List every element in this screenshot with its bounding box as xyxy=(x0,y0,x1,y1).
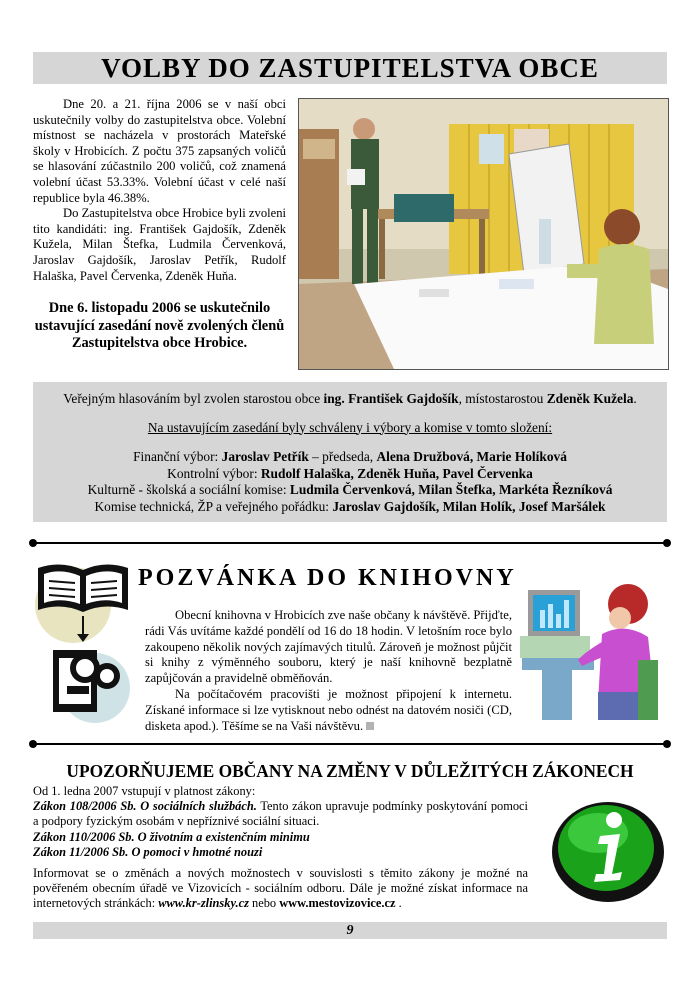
committee-culture-members: Ludmila Červenková, Milan Štefka, Markéta Řezníková xyxy=(289,482,613,498)
laws-intro: Od 1. ledna 2007 vstupují v platnost zákony: xyxy=(33,784,256,798)
committee-finance-label: Finanční výbor: xyxy=(133,449,222,465)
law-1-desc: Tento zákon upravuje podmínky poskytování pomoci a podpory fyzickým osobám v nepříznivé sociální situaci. xyxy=(33,799,528,829)
council-summary-box xyxy=(33,382,667,522)
laws-info-text: Informovat se o změnách a nových možnostech v souvislosti s těmito zákony je možné na pověřeném obecním úřadě ve Vizovicích - sociálním odboru. Dále je možné získat informace na internetových stránkách: xyxy=(33,866,528,911)
committee-control-members: Rudolf Halaška, Zdeněk Huňa, Pavel Červenka xyxy=(260,465,533,481)
library-title: POZVÁNKA DO KNIHOVNY xyxy=(138,565,517,591)
law-1-title: Zákon 108/2006 Sb. O sociálních službách. xyxy=(33,799,257,814)
laws-info xyxy=(33,866,528,912)
library-paragraph-1: Obecní knihovna v Hrobicích zve naše občany k návštěvě. Přijďte, rádi Vás uvítáme každé pondělí od 16 do 18 hodin. V letošním roce bylo zakoupeno několik nových zajímavých titulů. Zároveň je možnost půjčit si knihy z výměnného souboru, který je naší knihovně bezplatně zapůjčován a pravidelně obměňován. xyxy=(145,608,512,686)
law-2-title: Zákon 110/2006 Sb. O životním a existenčním minimu xyxy=(33,829,310,844)
law-3-title: Zákon 11/2006 Sb. O pomoci v hmotné nouzi xyxy=(33,844,263,859)
library-paragraph-2-text: Na počítačovém pracovišti je možnost připojení k internetu. Získané informace si lze vytisknout nebo odnést na datovém nosiči (CD, disketa apod.). Těšíme se na Vaši návštěvu. xyxy=(145,686,512,733)
info-icon xyxy=(548,788,668,906)
mayor-name: ing. František Gajdošík xyxy=(323,391,459,406)
website-link-2[interactable]: www.mestovizovice.cz xyxy=(279,896,396,911)
deputy-name: Zdeněk Kužela xyxy=(546,391,634,406)
elections-paragraph-2: Do Zastupitelstva obce Hrobice byli zvoleni tito kandidáti: ing. František Gajdošík, Zdeněk Kužela, Milan Štefka, Ludmila Červenková, Jaroslav Gajdošík, Jaroslav Petřík, Rudolf Halaška, Pavel Červenka, Zdeněk Huňa. xyxy=(33,206,286,283)
committee-culture-label: Kulturně - školská a sociální komise: xyxy=(87,482,290,498)
end-square-icon xyxy=(366,722,374,730)
divider-line-1 xyxy=(33,542,667,544)
elections-intro xyxy=(33,97,286,284)
committee-technical xyxy=(33,499,667,516)
divider-dot-right xyxy=(663,539,671,547)
committee-finance-members: Alena Družbová, Marie Holíková xyxy=(376,449,567,465)
law-2 xyxy=(33,830,528,845)
website-link-1[interactable]: www.kr-zlinsky.cz xyxy=(158,896,249,911)
election-photo-svg xyxy=(299,99,668,369)
committee-finance xyxy=(33,449,667,466)
inaugural-meeting-note: Dne 6. listopadu 2006 se uskutečnilo ustavující zasedání nově zvolených členů Zastupitelstva obce Hrobice. xyxy=(34,300,285,351)
library-icons xyxy=(33,560,133,725)
committees-heading: Na ustavujícím zasedání byly schváleny i výbory a komise v tomto složení: xyxy=(147,419,553,435)
committee-finance-sep: – předseda, xyxy=(308,449,377,465)
woman-at-computer-illustration xyxy=(520,582,660,720)
computer-user-svg xyxy=(520,582,660,720)
committee-finance-chair: Jaroslav Petřík xyxy=(221,449,309,465)
page-number: 9 xyxy=(346,923,354,938)
committee-control xyxy=(33,466,667,483)
divider-dot-right-2 xyxy=(663,740,671,748)
laws-title: UPOZORŇUJEME OBČANY NA ZMĚNY V DŮLEŽITÝCH ZÁKONECH xyxy=(66,761,634,781)
page-number-bar xyxy=(33,922,667,939)
elections-title-text: VOLBY DO ZASTUPITELSTVA OBCE xyxy=(101,53,599,83)
law-1-block xyxy=(33,799,528,829)
laws-info-end: . xyxy=(395,896,402,911)
website-separator: nebo xyxy=(248,896,280,911)
law-3 xyxy=(33,845,528,860)
committee-technical-members: Jaroslav Gajdošík, Milan Holík, Josef Maršálek xyxy=(332,498,606,514)
page-title-elections xyxy=(33,52,667,84)
divider-line-2 xyxy=(33,743,667,745)
committee-control-label: Kontrolní výbor: xyxy=(167,465,261,481)
elections-paragraph-1: Dne 20. a 21. října 2006 se v naší obci uskutečnily volby do zastupitelstva obce. Volební místnost se nacházela v prostorách Mateřské školy v Hrobicích. Z počtu 375 zapsaných voličů se hlasování zúčastnilo 200 voličů, což znamená volební účast 53.33%. Volební účast v celé naší republice byla 46.38%. xyxy=(33,97,286,205)
book-icon xyxy=(38,564,128,612)
library-paragraph-2 xyxy=(145,687,512,734)
laws-text xyxy=(33,784,528,912)
mayor-period: . xyxy=(633,391,637,406)
election-room-photo xyxy=(298,98,669,370)
info-icon-svg xyxy=(548,788,668,906)
library-text xyxy=(145,608,512,734)
deputy-prefix: , místostarostou xyxy=(458,391,547,406)
committee-culture xyxy=(33,482,667,499)
book-and-projector-icon xyxy=(33,560,133,725)
mayor-prefix: Veřejným hlasováním byl zvolen starostou obce xyxy=(63,391,324,406)
committee-technical-label: Komise technická, ŽP a veřejného pořádku: xyxy=(94,498,333,514)
mayor-line xyxy=(33,391,667,408)
